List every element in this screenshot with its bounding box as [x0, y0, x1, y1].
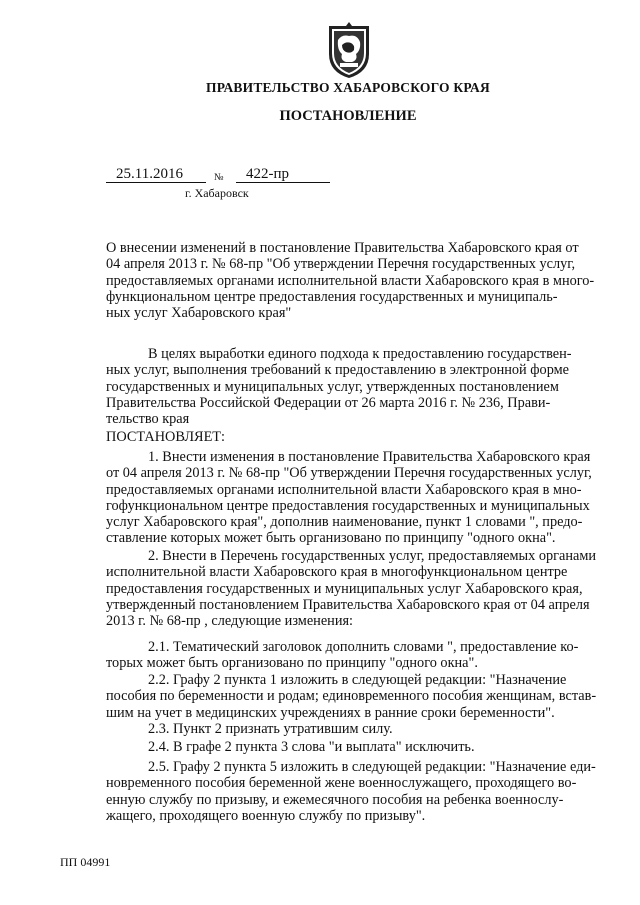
title-line: 04 апреля 2013 г. № 68-пр "Об утверждении Перечня государственных услуг, [106, 256, 576, 273]
title-line: предоставляемых органами исполнительной власти Хабаровского края в много- [106, 272, 595, 289]
paragraph-line: 2. Внести в Перечень государственных услуг, предоставляемых органами [148, 548, 597, 564]
paragraph-line: 2013 г. № 68-пр , следующие изменения: [106, 613, 354, 630]
paragraph-2-1 [106, 639, 610, 672]
paragraph-line: 2.1. Тематический заголовок дополнить словами ", предоставление ко- [148, 639, 579, 655]
preamble [106, 346, 610, 427]
number-sign: № [214, 172, 224, 183]
paragraph-line: ставление которых может быть организовано по принципу "одного окна". [106, 530, 556, 547]
paragraph-line: услуг Хабаровского края", дополнив наименование, пункт 1 словами ", предо- [106, 514, 583, 531]
preamble-line: государственных и муниципальных услуг, утвержденных постановлением [106, 378, 559, 395]
paragraph-line: пособия по беременности и родам; единовременного пособия женщинам, встав- [106, 688, 597, 705]
emblem [324, 20, 374, 80]
paragraph-line: 2.4. В графе 2 пункта 3 слова "и выплата" исключить. [148, 739, 475, 755]
paragraph-line: утвержденный постановлением Правительства Хабаровского края от 04 апреля [106, 596, 590, 613]
date-underline [106, 182, 206, 183]
decree-word: ПОСТАНОВЛЯЕТ: [106, 429, 226, 445]
number-underline [236, 182, 330, 183]
paragraph-2-5 [106, 759, 610, 824]
preamble-line: В целях выработки единого подхода к предоставлению государствен- [148, 346, 572, 362]
coat-of-arms-icon [324, 20, 374, 80]
paragraph-1 [106, 449, 610, 547]
paragraph-line: исполнительной власти Хабаровского края в многофункциональном центре [106, 564, 568, 581]
preamble-line: Правительства Российской Федерации от 26 марта 2016 г. № 236, Прави- [106, 394, 551, 411]
paragraph-2-4 [106, 739, 610, 755]
paragraph-line: 2.2. Графу 2 пункта 1 изложить в следующей редакции: "Назначение [148, 672, 567, 688]
paragraph-line: предоставляемых органами исполнительной власти Хабаровского края в мно- [106, 481, 582, 498]
paragraph-line: 1. Внести изменения в постановление Правительства Хабаровского края [148, 449, 591, 465]
document-code: ПП 04991 [60, 855, 111, 869]
paragraph-2-2 [106, 672, 610, 721]
document-type: ПОСТАНОВЛЕНИЕ [279, 108, 417, 124]
paragraph-line: 2.5. Графу 2 пункта 5 изложить в следующей редакции: "Назначение еди- [148, 759, 596, 775]
paragraph-line: шим на учет в медицинских учреждениях в ранние сроки беременности". [106, 704, 555, 721]
paragraph-line: торых может быть организовано по принципу "одного окна". [106, 655, 478, 672]
paragraph-line: енную службу по призыву, и ежемесячного пособия на ребенка военнослу- [106, 791, 564, 808]
paragraph-line: предоставления государственных и муниципальных услуг Хабаровского края, [106, 580, 583, 597]
paragraph-line: 2.3. Пункт 2 признать утратившим силу. [148, 721, 393, 737]
paragraph-2-3 [106, 721, 610, 737]
city: г. Хабаровск [185, 186, 249, 200]
document-title [106, 240, 610, 321]
paragraph-line: от 04 апреля 2013 г. № 68-пр "Об утверждении Перечня государственных услуг, [106, 465, 592, 482]
paragraph-line: гофункциональном центре предоставления государственных и муниципальных [106, 497, 590, 514]
government-name: ПРАВИТЕЛЬСТВО ХАБАРОВСКОГО КРАЯ [206, 80, 490, 95]
preamble-line: тельство края [106, 411, 190, 428]
preamble-line: ных услуг, выполнения требований к предоставлению в электронной форме [106, 362, 570, 379]
title-line: ных услуг Хабаровского края" [106, 305, 292, 322]
document-number: 422-пр [246, 166, 290, 182]
title-line: функциональном центре предоставления государственных и муниципаль- [106, 288, 558, 305]
paragraph-line: новременного пособия беременной жене военнослужащего, проходящего во- [106, 775, 577, 792]
paragraph-line: жащего, проходящего военную службу по призыву". [106, 807, 426, 824]
document-date: 25.11.2016 [116, 166, 183, 182]
paragraph-2 [106, 548, 610, 629]
title-line: О внесении изменений в постановление Правительства Хабаровского края от [106, 240, 579, 256]
